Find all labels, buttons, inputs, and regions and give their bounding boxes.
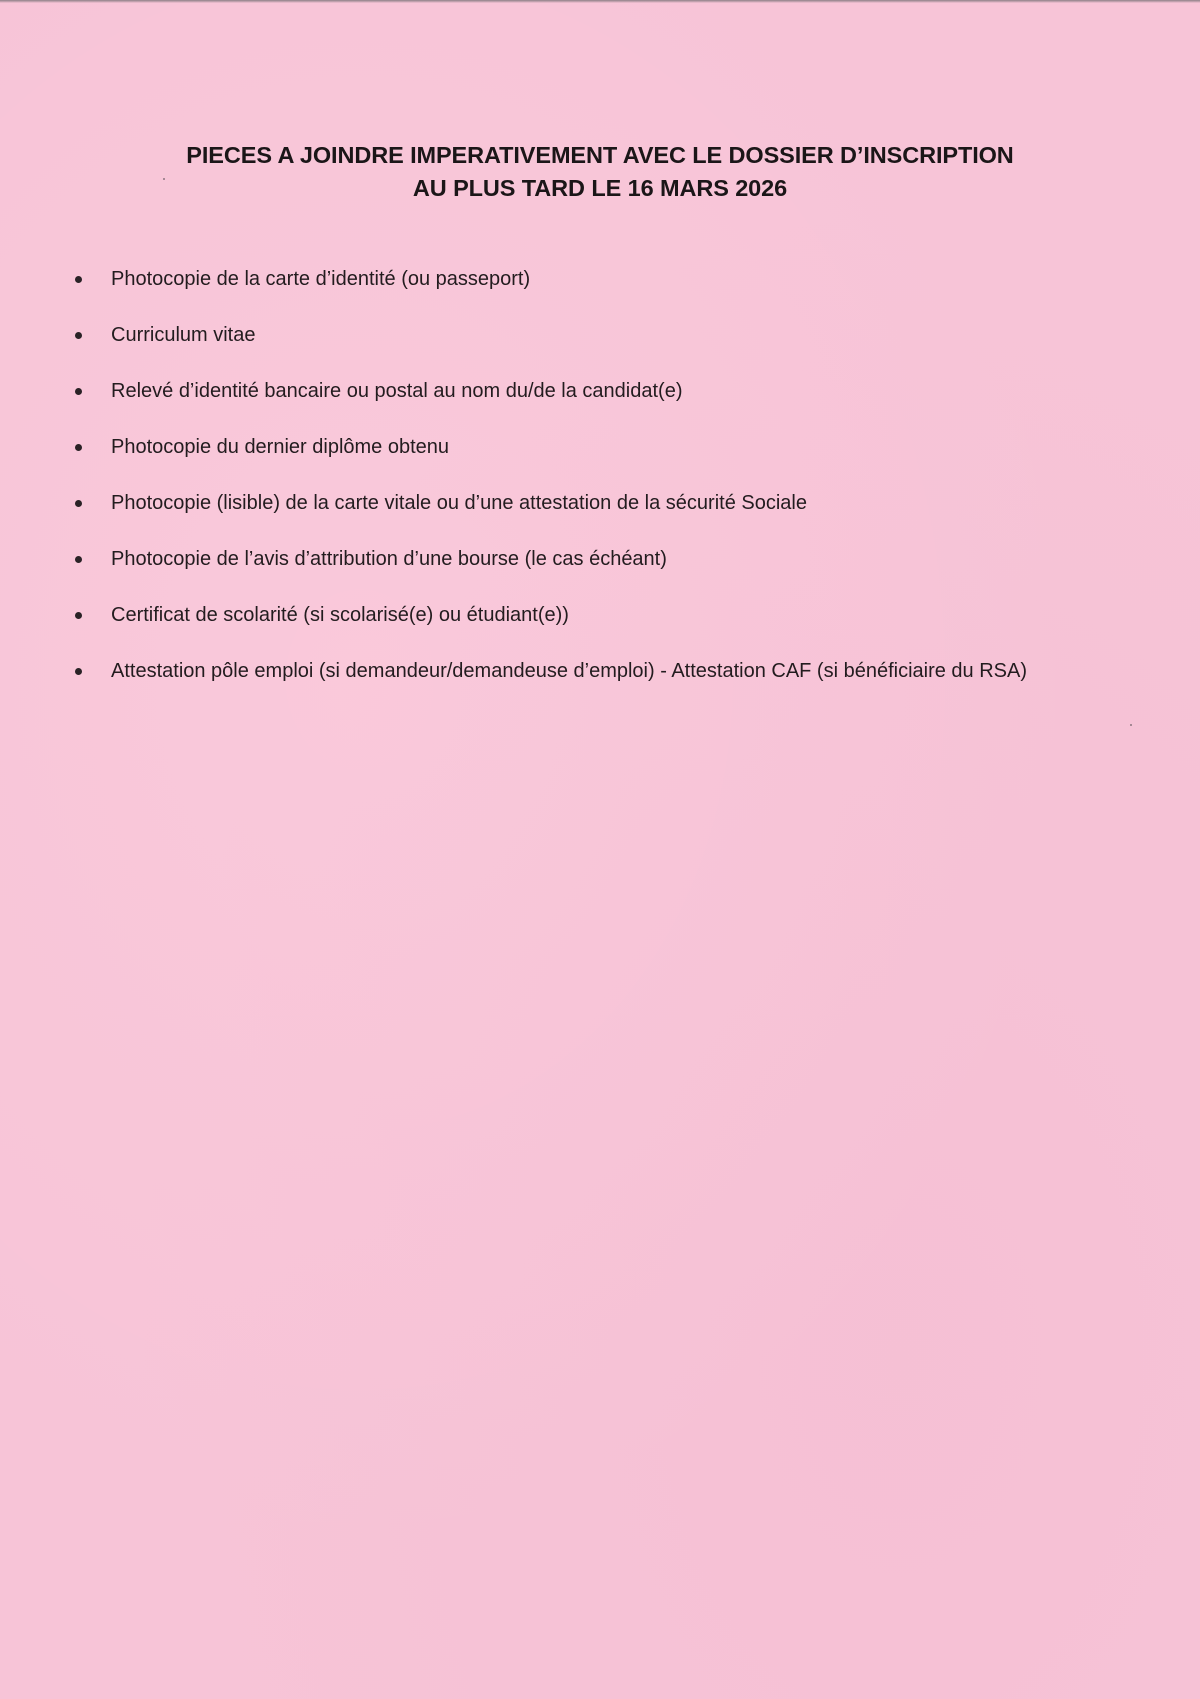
list-item-label: Certificat de scolarité (si scolarisé(e) ou étudiant(e)) xyxy=(111,604,569,626)
list-item xyxy=(0,265,1200,293)
list-item xyxy=(0,433,1200,461)
list-item-label: Attestation pôle emploi (si demandeur/demandeuse d’emploi) - Attestation CAF (si bénéficiaire du RSA) xyxy=(111,660,1028,682)
list-item-label: Photocopie de l’avis d’attribution d’une bourse (le cas échéant) xyxy=(111,548,667,570)
bullet-icon xyxy=(75,612,82,619)
deadline-subtitle: AU PLUS TARD LE 16 MARS 2026 xyxy=(412,175,788,201)
list-item xyxy=(0,545,1200,573)
list-item-label: Photocopie de la carte d’identité (ou passeport) xyxy=(111,268,531,290)
page-title: PIECES A JOINDRE IMPERATIVEMENT AVEC LE DOSSIER D’INSCRIPTION xyxy=(186,142,1014,168)
bullet-icon xyxy=(75,332,82,339)
scan-speck xyxy=(1130,724,1132,726)
bullet-icon xyxy=(75,388,82,395)
scan-speck xyxy=(163,178,165,180)
list-item-label: Photocopie du dernier diplôme obtenu xyxy=(111,436,450,458)
list-item xyxy=(0,489,1200,517)
bullet-icon xyxy=(75,500,82,507)
list-item xyxy=(0,601,1200,629)
scan-top-edge xyxy=(0,0,1200,3)
list-item xyxy=(0,321,1200,349)
bullet-icon xyxy=(75,556,82,563)
bullet-icon xyxy=(75,444,82,451)
bullet-icon xyxy=(75,668,82,675)
list-item-label: Photocopie (lisible) de la carte vitale ou d’une attestation de la sécurité Sociale xyxy=(111,492,807,514)
list-item xyxy=(0,377,1200,405)
list-item-label: Curriculum vitae xyxy=(111,324,256,346)
list-item-label: Relevé d’identité bancaire ou postal au nom du/de la candidat(e) xyxy=(111,380,683,402)
list-item xyxy=(0,657,1200,685)
document-header xyxy=(0,139,1200,205)
bullet-icon xyxy=(75,276,82,283)
required-documents-list xyxy=(0,265,1200,713)
